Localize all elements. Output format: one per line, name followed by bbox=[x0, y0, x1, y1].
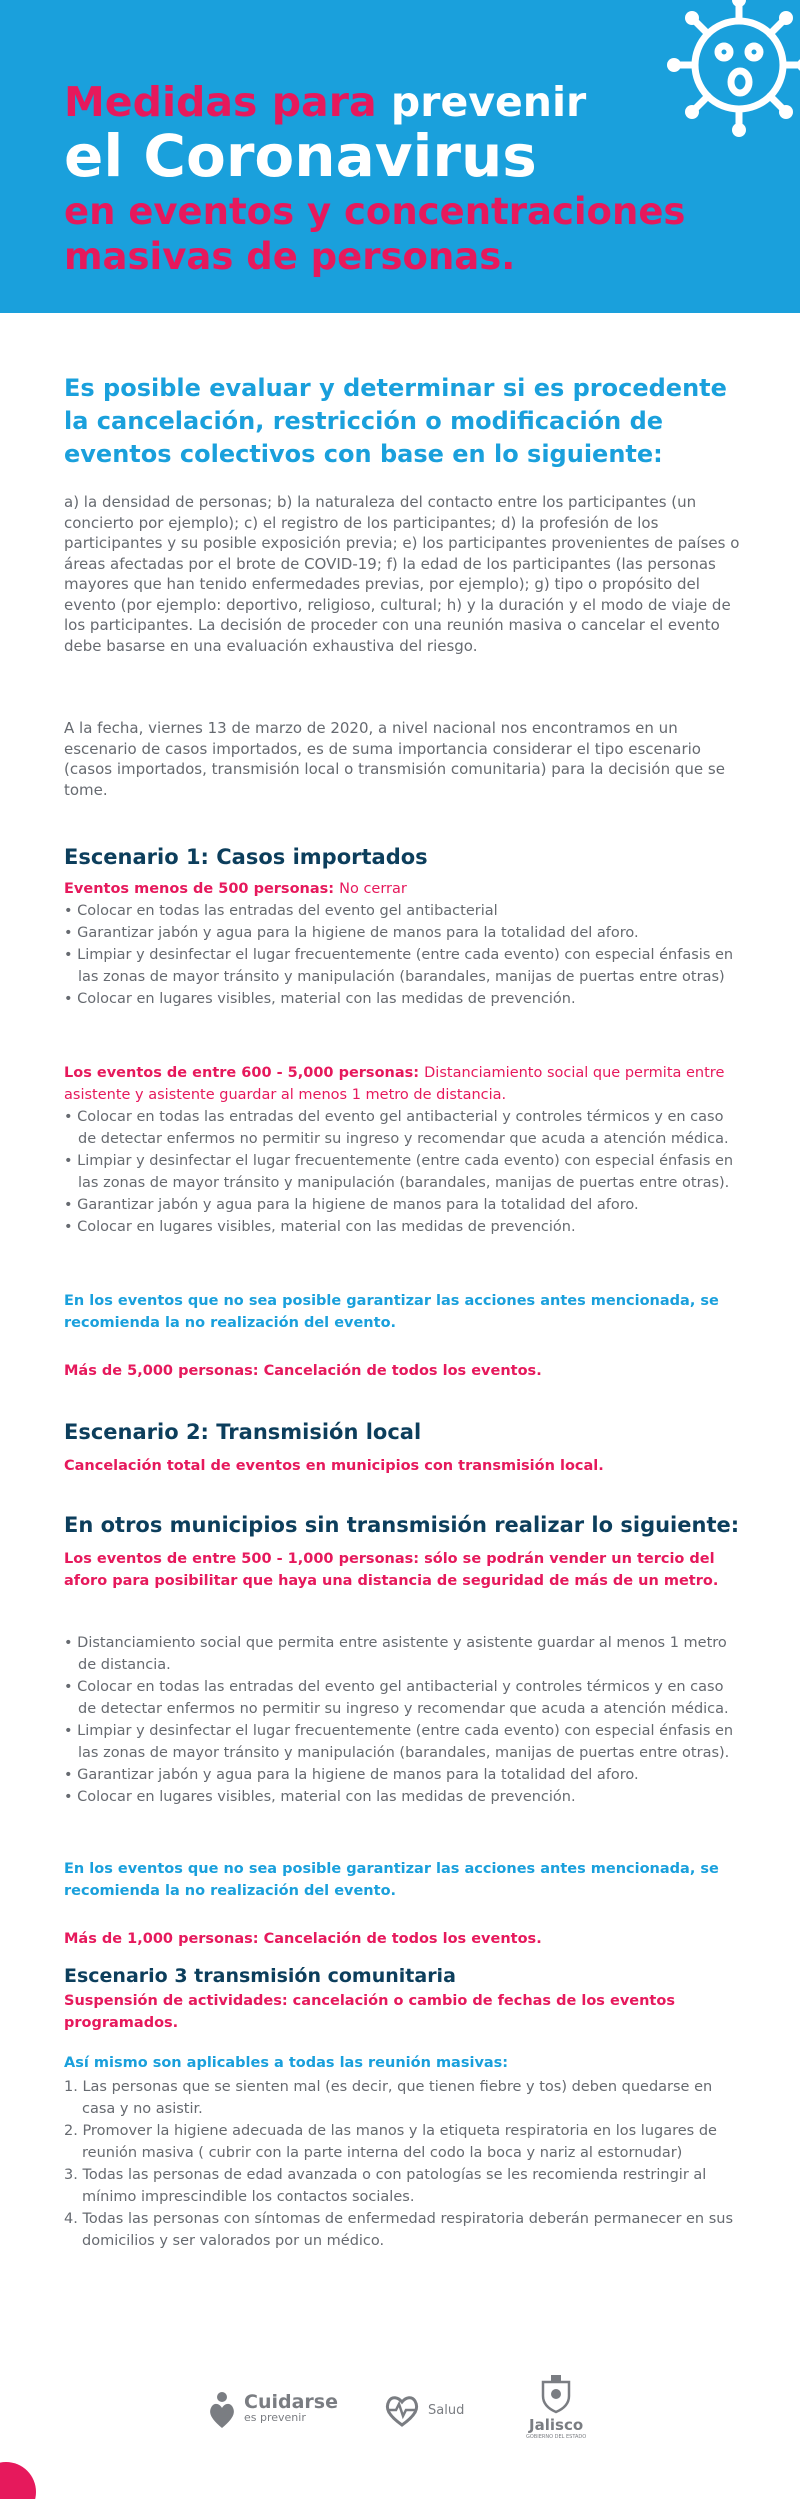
list-item: • Distanciamiento social que permita entre asistente y asistente guardar al menos 1 metro de distancia. bbox=[64, 1635, 727, 1673]
group-value: No cerrar bbox=[339, 881, 407, 897]
scenario-3-list bbox=[64, 2076, 744, 2252]
intro-paragraph: a) la densidad de personas; b) la naturaleza del contacto entre los participantes (un concierto por ejemplo); c) el registro de los participantes; d) la profesión de los participantes y su posible exposición previa; e) los participantes provenientes de países o áreas afectadas por el brote de COVID-19; f) la edad de los participantes (las personas mayores que han tenido enfermedades previas, por ejemplo); g) tipo o propósito del evento (por ejemplo: deportivo, religioso, cultural; h) y la duración y el modo de viaje de los participantes. La decisión de proceder con una reunión masiva o cancelar el evento debe basarse en una evaluación exhaustiva del riesgo. bbox=[64, 493, 740, 655]
list-item: • Colocar en lugares visibles, material con las medidas de prevención. bbox=[64, 1219, 576, 1235]
scenario-2-cancel: Más de 1,000 personas: Cancelación de todos los eventos. bbox=[64, 1931, 542, 1947]
list-item: 1. Las personas que se sienten mal (es decir, que tienen fiebre y tos) deben quedarse en casa y no asistir. bbox=[64, 2079, 713, 2117]
logo-cuidarse-sub: es prevenir bbox=[244, 2411, 306, 2424]
title-white-part: prevenir bbox=[390, 78, 587, 126]
other-municipalities-title: En otros municipios sin transmisión realizar lo siguiente: bbox=[64, 1513, 740, 1537]
logo-cuidarse-text: Cuidarse bbox=[244, 2391, 338, 2413]
group-label: Eventos menos de 500 personas: bbox=[64, 881, 335, 897]
intro-heading: Es posible evaluar y determinar si es procedente la cancelación, restricción o modificación de eventos colectivos con base en lo siguiente: bbox=[64, 374, 727, 468]
list-item: • Limpiar y desinfectar el lugar frecuentemente (entre cada evento) con especial énfasis en las zonas de mayor tránsito y manipulación (barandales, manijas de puertas entre otras). bbox=[64, 1153, 734, 1191]
jalisco-logo bbox=[526, 2374, 586, 2440]
scenario-2-note: En los eventos que no sea posible garantizar las acciones antes mencionada, se recomienda la no realización del evento. bbox=[64, 1861, 719, 1899]
scenario-1-title: Escenario 1: Casos importados bbox=[64, 845, 428, 869]
scenario-3-title: Escenario 3 transmisión comunitaria bbox=[64, 1965, 456, 1987]
title-line-1 bbox=[64, 78, 586, 126]
scenario-1-group-1-list bbox=[64, 900, 744, 1010]
virus-icon bbox=[664, 0, 800, 140]
scenario-2-title: Escenario 2: Transmisión local bbox=[64, 1420, 422, 1444]
logo-salud-text: Salud bbox=[428, 2402, 465, 2418]
logo-jalisco-sub: GOBIERNO DEL ESTADO bbox=[526, 2434, 587, 2440]
date-paragraph: A la fecha, viernes 13 de marzo de 2020, a nivel nacional nos encontramos en un escenario de casos importados, es de suma importancia considerar el tipo escenario (casos importados, transmisión local o transmisión comunitaria) para la decisión que se tome. bbox=[64, 719, 725, 799]
title-main: el Coronavirus bbox=[64, 122, 537, 190]
logo-jalisco-text: Jalisco bbox=[529, 2416, 584, 2434]
salud-heart-icon bbox=[382, 2392, 422, 2428]
list-item: • Colocar en todas las entradas del evento gel antibacterial y controles térmicos y en caso de detectar enfermos no permitir su ingreso y recomendar que acuda a atención médica. bbox=[64, 1109, 729, 1147]
cuidarse-logo bbox=[206, 2390, 338, 2430]
list-item: • Colocar en lugares visibles, material con las medidas de prevención. bbox=[64, 1789, 576, 1805]
title-line-3: en eventos y concentraciones bbox=[64, 190, 686, 233]
list-item: • Limpiar y desinfectar el lugar frecuentemente (entre cada evento) con especial énfasis en las zonas de mayor tránsito y manipulación (barandales, manijas de puertas entre otras) bbox=[64, 947, 734, 985]
footer-logos bbox=[0, 2370, 800, 2480]
scenario-1-group-2-label bbox=[64, 1062, 744, 1106]
applies-title: Así mismo son aplicables a todas las reunión masivas: bbox=[64, 2055, 509, 2071]
scenario-2-subtitle: Cancelación total de eventos en municipios con transmisión local. bbox=[64, 1458, 604, 1474]
list-item: • Limpiar y desinfectar el lugar frecuentemente (entre cada evento) con especial énfasis en las zonas de mayor tránsito y manipulación (barandales, manijas de puertas entre otras). bbox=[64, 1723, 734, 1761]
list-item: • Garantizar jabón y agua para la higiene de manos para la totalidad del aforo. bbox=[64, 1197, 639, 1213]
list-item: • Colocar en todas las entradas del evento gel antibacterial y controles térmicos y en caso de detectar enfermos no permitir su ingreso y recomendar que acuda a atención médica. bbox=[64, 1679, 729, 1717]
scenario-1-cancel: Más de 5,000 personas: Cancelación de todos los eventos. bbox=[64, 1363, 542, 1379]
coat-of-arms-icon bbox=[537, 2374, 575, 2414]
list-item: 3. Todas las personas de edad avanzada o con patologías se les recomienda restringir al mínimo imprescindible los contactos sociales. bbox=[64, 2167, 707, 2205]
title-line-4: masivas de personas. bbox=[64, 235, 516, 278]
list-item: 2. Promover la higiene adecuada de las manos y la etiqueta respiratoria en los lugares de reunión masiva ( cubrir con la parte interna del codo la boca y nariz al estornudar) bbox=[64, 2123, 717, 2161]
scenario-2-group-label: Los eventos de entre 500 - 1,000 personas: sólo se podrán vender un tercio del aforo para posibilitar que haya una distancia de seguridad de más de un metro. bbox=[64, 1551, 719, 1589]
list-item: • Colocar en todas las entradas del evento gel antibacterial bbox=[64, 903, 498, 919]
group-value: Distanciamiento social que permita entre asistente y asistente guardar al menos 1 metro de distancia. bbox=[64, 1065, 725, 1103]
group-label: Los eventos de entre 600 - 5,000 personas: bbox=[64, 1065, 420, 1081]
header-banner bbox=[0, 0, 800, 313]
salud-logo bbox=[382, 2392, 464, 2428]
title-pink-part: Medidas para bbox=[64, 78, 377, 126]
heart-hands-icon bbox=[206, 2390, 238, 2430]
scenario-1-group-2-list bbox=[64, 1106, 744, 1238]
scenario-1-note: En los eventos que no sea posible garantizar las acciones antes mencionada, se recomienda la no realización del evento. bbox=[64, 1293, 719, 1331]
scenario-2-list bbox=[64, 1632, 744, 1808]
scenario-3-subtitle: Suspensión de actividades: cancelación o cambio de fechas de los eventos programados. bbox=[64, 1993, 675, 2031]
list-item: • Colocar en lugares visibles, material con las medidas de prevención. bbox=[64, 991, 576, 1007]
list-item: • Garantizar jabón y agua para la higiene de manos para la totalidad del aforo. bbox=[64, 1767, 639, 1783]
list-item: • Garantizar jabón y agua para la higiene de manos para la totalidad del aforo. bbox=[64, 925, 639, 941]
list-item: 4. Todas las personas con síntomas de enfermedad respiratoria deberán permanecer en sus domicilios y ser valorados por un médico. bbox=[64, 2211, 734, 2249]
scenario-1-group-1-label bbox=[64, 878, 744, 900]
